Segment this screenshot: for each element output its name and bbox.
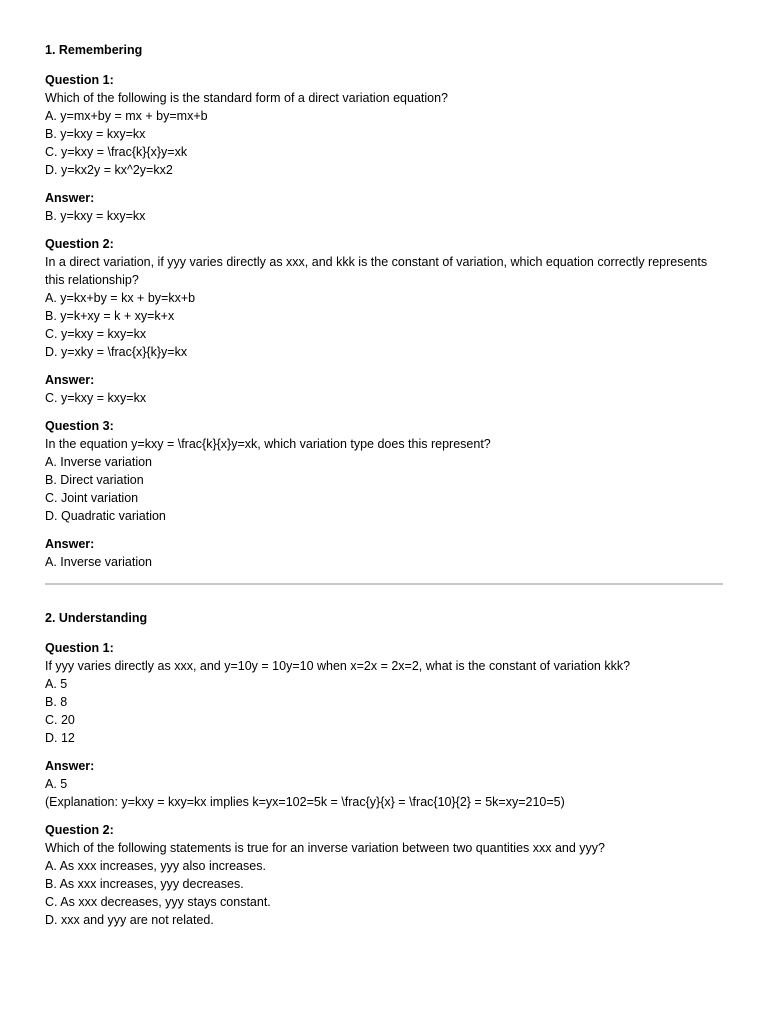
question-text: In a direct variation, if yyy varies directly as xxx, and kkk is the constant of variation, which equation correctly represents this relationship? (45, 255, 711, 287)
question-label: Question 1: (45, 641, 114, 655)
answer-block (45, 371, 723, 407)
section-divider (45, 583, 723, 585)
question-text: Which of the following is the standard form of a direct variation equation? (45, 91, 448, 105)
answer-explanation: (Explanation: y=kxy = kxy=kx implies k=yx=102=5k = \frac{y}{x} = \frac{10}{2} = 5k=xy=210=5) (45, 795, 565, 809)
option: C. y=kxy = \frac{k}{x}y=xk (45, 145, 188, 159)
question-label: Question 3: (45, 419, 114, 433)
answer-label: Answer: (45, 537, 95, 551)
section-understanding (45, 609, 723, 929)
option: B. Direct variation (45, 473, 144, 487)
option: B. As xxx increases, yyy decreases. (45, 877, 244, 891)
answer-label: Answer: (45, 759, 95, 773)
option: B. 8 (45, 695, 68, 709)
answer-label: Answer: (45, 373, 95, 387)
option: A. y=kx+by = kx + by=kx+b (45, 291, 196, 305)
question-block (45, 639, 723, 747)
option: C. Joint variation (45, 491, 139, 505)
option: B. y=k+xy = k + xy=k+x (45, 309, 175, 323)
question-block (45, 821, 723, 929)
answer-block (45, 757, 723, 811)
section-title: 1. Remembering (45, 43, 143, 57)
question-text: Which of the following statements is true for an inverse variation between two quantities xxx and yyy? (45, 841, 606, 855)
answer-text: A. 5 (45, 777, 68, 791)
option: D. xxx and yyy are not related. (45, 913, 214, 927)
option: C. y=kxy = kxy=kx (45, 327, 147, 341)
question-block (45, 235, 723, 361)
question-label: Question 1: (45, 73, 114, 87)
question-text: In the equation y=kxy = \frac{k}{x}y=xk, which variation type does this represent? (45, 437, 491, 451)
question-label: Question 2: (45, 823, 114, 837)
question-text: If yyy varies directly as xxx, and y=10y = 10y=10 when x=2x = 2x=2, what is the constant of variation kkk? (45, 659, 631, 673)
answer-block (45, 189, 723, 225)
answer-label: Answer: (45, 191, 95, 205)
question-block (45, 417, 723, 525)
option: A. Inverse variation (45, 455, 152, 469)
option: A. y=mx+by = mx + by=mx+b (45, 109, 208, 123)
question-label: Question 2: (45, 237, 114, 251)
option: A. 5 (45, 677, 68, 691)
option: C. As xxx decreases, yyy stays constant. (45, 895, 271, 909)
question-block (45, 71, 723, 179)
option: D. y=kx2y = kx^2y=kx2 (45, 163, 173, 177)
answer-text: B. y=kxy = kxy=kx (45, 209, 146, 223)
option: D. Quadratic variation (45, 509, 166, 523)
option: B. y=kxy = kxy=kx (45, 127, 146, 141)
option: A. As xxx increases, yyy also increases. (45, 859, 266, 873)
answer-text: A. Inverse variation (45, 555, 152, 569)
section-remembering (45, 41, 723, 571)
option: C. 20 (45, 713, 75, 727)
answer-block (45, 535, 723, 571)
option: D. 12 (45, 731, 75, 745)
section-title: 2. Understanding (45, 611, 148, 625)
option: D. y=xky = \frac{x}{k}y=kx (45, 345, 188, 359)
answer-text: C. y=kxy = kxy=kx (45, 391, 147, 405)
